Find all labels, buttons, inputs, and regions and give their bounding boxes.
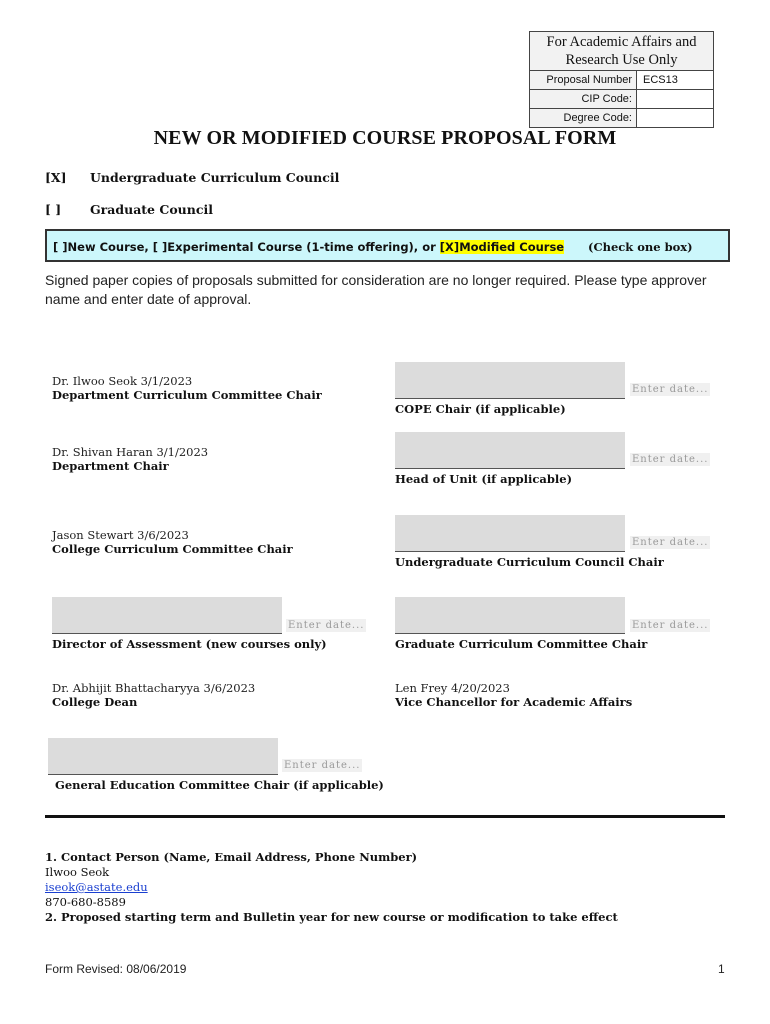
council-label: Graduate Council: [90, 202, 213, 217]
signature-college-dean: [52, 681, 255, 709]
signature-dept-chair: [52, 445, 208, 473]
check-one-box-note: (Check one box): [588, 240, 693, 254]
degree-code-label: Degree Code:: [530, 109, 637, 127]
cope-signature-field[interactable]: [395, 362, 625, 399]
contact-name: Ilwoo Seok: [45, 865, 110, 879]
signature-college-curriculum: [52, 528, 293, 556]
degree-code-value[interactable]: [637, 109, 713, 127]
signer-name[interactable]: Len Frey 4/20/2023: [395, 681, 510, 695]
or-text: or: [422, 240, 436, 254]
signer-name[interactable]: Dr. Ilwoo Seok 3/1/2023: [52, 374, 193, 388]
notice-text: Signed paper copies of proposals submitted for consideration are no longer required. Please type approver name and enter date of approval.: [45, 272, 707, 307]
gcc-date-field[interactable]: Enter date...: [632, 620, 709, 631]
signature-dept-curriculum: [52, 374, 322, 402]
council-checkbox[interactable]: [X]: [45, 170, 67, 185]
signer-name[interactable]: Dr. Shivan Haran 3/1/2023: [52, 445, 209, 459]
signer-title: Department Curriculum Committee Chair: [52, 388, 322, 402]
form-revised-date: Form Revised: 08/06/2019: [45, 962, 187, 976]
assessment-date-field[interactable]: Enter date...: [288, 620, 365, 631]
new-course-option[interactable]: [ ]New Course,: [53, 240, 149, 254]
gen-ed-title: General Education Committee Chair (if applicable): [55, 778, 384, 792]
proposal-number-row: [530, 71, 713, 90]
cip-code-row: [530, 90, 713, 109]
contact-section: [45, 850, 618, 925]
contact-phone: 870-680-8589: [45, 895, 126, 909]
form-title: NEW OR MODIFIED COURSE PROPOSAL FORM: [153, 127, 617, 149]
contact-email-link[interactable]: iseok@astate.edu: [45, 880, 148, 894]
head-unit-title: Head of Unit (if applicable): [395, 472, 573, 486]
modified-course-mark: [X]: [439, 240, 460, 254]
gen-ed-signature-field[interactable]: [48, 738, 278, 775]
signer-title: Vice Chancellor for Academic Affairs: [395, 695, 633, 709]
assessment-title: Director of Assessment (new courses only): [52, 637, 327, 651]
experimental-course-option[interactable]: [ ]Experimental Course (1-time offering),: [152, 240, 419, 254]
head-unit-signature-field[interactable]: [395, 432, 625, 469]
page-number: 1: [718, 962, 725, 976]
modified-course-label: Modified Course: [459, 240, 565, 254]
gcc-signature-field[interactable]: [395, 597, 625, 634]
ucc-title: Undergraduate Curriculum Council Chair: [395, 555, 664, 569]
cip-code-value[interactable]: [637, 90, 713, 108]
council-label: Undergraduate Curriculum Council: [90, 170, 340, 185]
ucc-signature-field[interactable]: [395, 515, 625, 552]
head-unit-date-field[interactable]: Enter date...: [632, 454, 709, 465]
signer-title: Department Chair: [52, 459, 169, 473]
proposal-number-value[interactable]: ECS13: [643, 74, 678, 86]
council-checkbox[interactable]: [ ]: [45, 202, 62, 217]
degree-code-row: [530, 109, 713, 127]
academic-affairs-use-box: [529, 31, 714, 128]
use-only-header: For Academic Affairs and Research Use Only: [530, 32, 713, 71]
course-type-box: [45, 229, 730, 262]
contact-question: 1. Contact Person (Name, Email Address, Phone Number): [45, 850, 418, 864]
signature-vice-chancellor: [395, 681, 632, 709]
council-option-graduate[interactable]: [45, 202, 213, 217]
council-option-undergraduate[interactable]: [45, 170, 339, 185]
gcc-title: Graduate Curriculum Committee Chair: [395, 637, 648, 651]
cip-code-label: CIP Code:: [530, 90, 637, 108]
section-divider: [45, 815, 725, 818]
proposal-number-label: Proposal Number: [530, 71, 637, 89]
signer-title: College Curriculum Committee Chair: [52, 542, 293, 556]
cope-date-field[interactable]: Enter date...: [632, 384, 709, 395]
signer-title: College Dean: [52, 695, 138, 709]
ucc-date-field[interactable]: Enter date...: [632, 537, 709, 548]
cope-title: COPE Chair (if applicable): [395, 402, 566, 416]
gen-ed-date-field[interactable]: Enter date...: [284, 760, 361, 771]
assessment-signature-field[interactable]: [52, 597, 282, 634]
signer-name[interactable]: Dr. Abhijit Bhattacharyya 3/6/2023: [52, 681, 256, 695]
starting-term-question: 2. Proposed starting term and Bulletin year for new course or modification to take effect: [45, 910, 618, 924]
signer-name[interactable]: Jason Stewart 3/6/2023: [52, 528, 189, 542]
modified-course-option[interactable]: [440, 240, 564, 254]
